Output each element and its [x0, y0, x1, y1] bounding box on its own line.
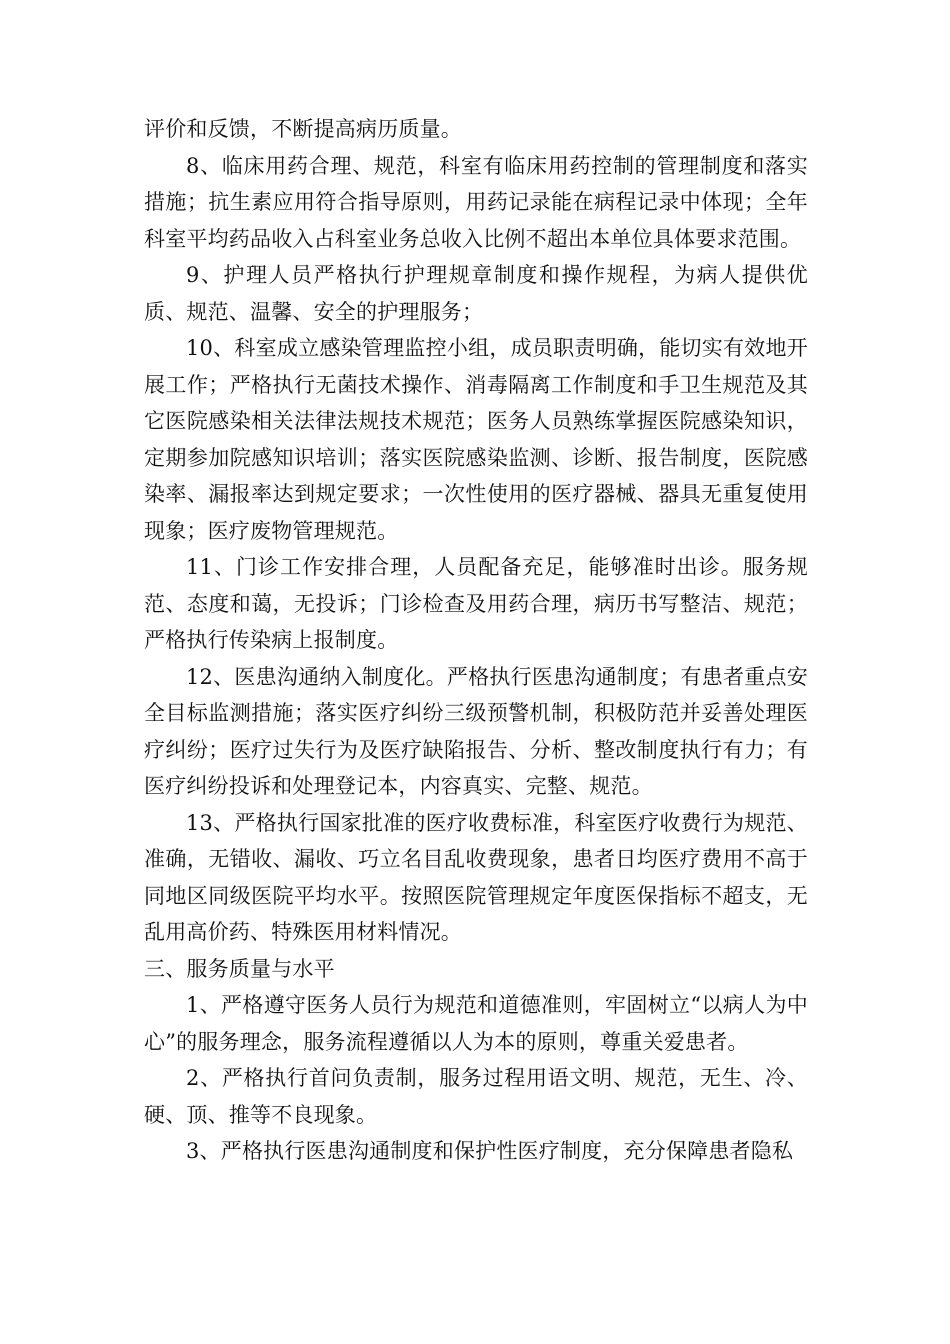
- paragraph-continuation: 评价和反馈，不断提高病历质量。: [144, 117, 462, 141]
- paragraph-item-10: 10、科室成立感染管理监控小组，成员职责明确，能切实有效地开展工作；严格执行无菌技术操作、消毒隔离工作制度和手卫生规范及其它医院感染相关法律法规技术规范；医务人员熟练掌握医院感染知识，定期参加院感知识培训；落实医院感染监测、诊断、报告制度，医院感染率、漏报率达到规定要求；一次性使用的医疗器械、器具无重复使用现象；医疗废物管理规范。: [144, 336, 808, 543]
- document-body: [144, 111, 808, 1170]
- paragraph-item-9: 9、护理人员严格执行护理规章制度和操作规程，为病人提供优质、规范、温馨、安全的护理服务；: [144, 263, 808, 324]
- paragraph-service-3: 3、严格执行医患沟通制度和保护性医疗制度，充分保障患者隐私: [186, 1139, 794, 1163]
- section-heading-service-quality: 三、服务质量与水平: [144, 956, 335, 981]
- paragraph-service-2: 2、严格执行首问负责制，服务过程用语文明、规范，无生、冷、硬、顶、推等不良现象。: [144, 1066, 808, 1127]
- paragraph-service-1: 1、严格遵守医务人员行为规范和道德准则，牢固树立“以病人为中心”的服务理念，服务流程遵循以人为本的原则，尊重关爱患者。: [144, 993, 808, 1054]
- paragraph-item-11: 11、门诊工作安排合理，人员配备充足，能够准时出诊。服务规范、态度和蔼，无投诉；门诊检查及用药合理，病历书写整洁、规范；严格执行传染病上报制度。: [144, 555, 808, 652]
- paragraph-item-12: 12、医患沟通纳入制度化。严格执行医患沟通制度；有患者重点安全目标监测措施；落实医疗纠纷三级预警机制，积极防范并妥善处理医疗纠纷；医疗过失行为及医疗缺陷报告、分析、整改制度执行有力；有医疗纠纷投诉和处理登记本，内容真实、完整、规范。: [144, 664, 808, 798]
- paragraph-item-13: 13、严格执行国家批准的医疗收费标准，科室医疗收费行为规范、准确，无错收、漏收、巧立名目乱收费现象，患者日均医疗费用不高于同地区同级医院平均水平。按照医院管理规定年度医保指标不超支，无乱用高价药、特殊医用材料情况。: [144, 810, 808, 944]
- paragraph-item-8: 8、临床用药合理、规范，科室有临床用药控制的管理制度和落实措施；抗生素应用符合指导原则，用药记录能在病程记录中体现；全年科室平均药品收入占科室业务总收入比例不超出本单位具体要求范围。: [144, 153, 808, 251]
